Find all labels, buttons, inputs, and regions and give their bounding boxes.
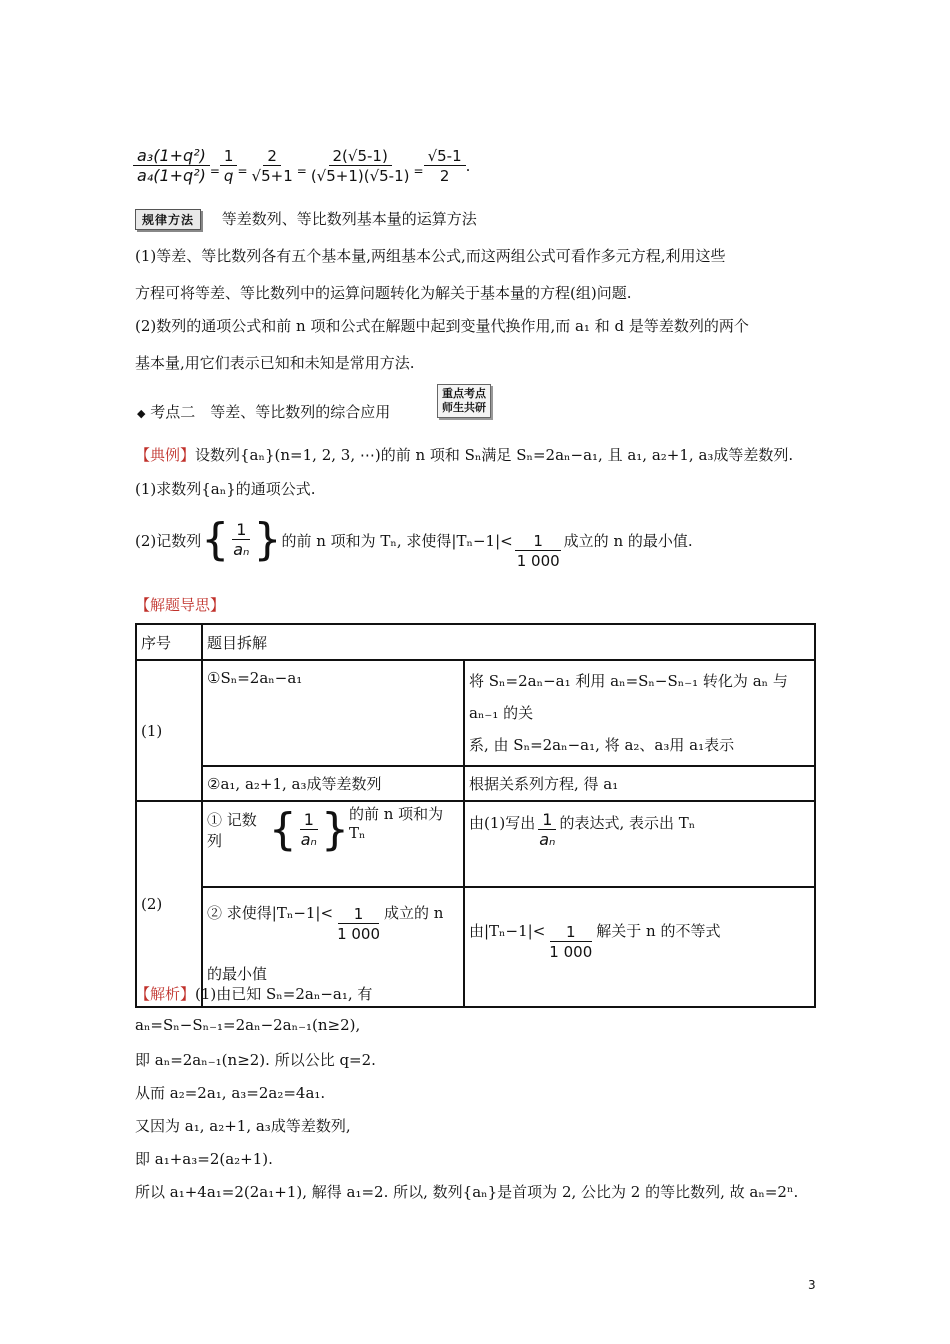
formula-frac-3: $\frac{2(√5-1)}{(√5+1)(√5-1)}$ (310, 146, 410, 185)
solution-l6: 即 a₁+a₃=2(a₂+1). (135, 1150, 273, 1168)
solution-l2: aₙ=Sₙ−Sₙ₋₁=2aₙ−2aₙ₋₁(n≥2), (135, 1016, 361, 1034)
example-q2-frac: $\frac{1}{\text{aₙ}}$ (233, 519, 250, 559)
row2b-left: ② 求使得|Tₙ−1|< $\frac{1}{1 000}$ 成立的 n 的最小值 (202, 887, 464, 1007)
solution-l4: 从而 a₂=2a₁, a₃=2a₂=4a₁. (135, 1084, 326, 1102)
example-stem: 【典例】设数列{aₙ}(n=1, 2, 3, ⋯)的前 n 项和 Sₙ满足 Sₙ=2aₙ−a₁, 且 a₁, a₂+1, a₃成等差数列. (135, 446, 794, 464)
guide-table (135, 623, 816, 1008)
example-q2: (2)记数列 { $\frac{1}{\text{aₙ}}$ } 的前 n 项和为 Tₙ, 求使得|Tₙ−1|< $\frac{1}{1 000}$ 成立的 n 的最小值. (135, 514, 693, 570)
formula-frac-1: $\frac{1}{q}$ (220, 148, 238, 185)
formula-lhs: $\frac{\text{a₃(1+q²)}}{\text{a₄(1+q²)}}$ (133, 148, 210, 185)
solution-l3: 即 aₙ=2aₙ₋₁(n≥2). 所以公比 q=2. (135, 1051, 376, 1069)
solution-tag: 【解析】 (135, 985, 196, 1003)
row2a-right: 由(1)写出 $\frac{1}{\text{aₙ}}$ 的表达式, 表示出 Tₙ (464, 801, 815, 887)
example-q2-bound: $\frac{1}{1 000}$ (516, 531, 560, 570)
header-item: 题目拆解 (202, 624, 815, 660)
row1a-left: ①Sₙ=2aₙ−a₁ (202, 660, 464, 766)
method-p1-line1: (1)等差、等比数列各有五个基本量,两组基本公式,而这两组公式可看作多元方程,利用这些 (135, 247, 726, 265)
section-badge: 重点考点 师生共研 (437, 384, 491, 418)
method-p2-line1: (2)数列的通项公式和前 n 项和公式在解题中起到变量代换作用,而 a₁ 和 d 是等差数列的两个 (135, 317, 749, 335)
row2-no: (2) (136, 801, 202, 1007)
row2b-right: 由|Tₙ−1|< $\frac{1}{1 000}$ 解关于 n 的不等式 (464, 887, 815, 1007)
row1b-right: 根据关系列方程, 得 a₁ (464, 766, 815, 801)
method-title: 等差数列、等比数列基本量的运算方法 (221, 210, 477, 228)
example-tag: 【典例】 (135, 446, 196, 464)
table-row (136, 624, 815, 660)
row1-no: (1) (136, 660, 202, 801)
section-heading (137, 401, 390, 422)
solution-l1: 【解析】(1)由已知 Sₙ=2aₙ−a₁, 有 (135, 985, 373, 1003)
example-q1: (1)求数列{aₙ}的通项公式. (135, 480, 316, 498)
top-formula: $\frac{\text{a₃(1+q²)}}{\text{a₄(1+q²)}}$ = $\frac{1}{q}$ = $\frac{2}{√5+1}$ = $\frac{2(√5-1)}{(√5+1)(√5-1)}$ = $\frac{√5-1}{2}$ . (133, 138, 470, 194)
header-no: 序号 (136, 624, 202, 660)
method-heading (135, 208, 477, 230)
formula-frac-2: $\frac{2}{√5+1}$ (251, 146, 293, 185)
table-row (136, 660, 815, 766)
row1b-left: ②a₁, a₂+1, a₃成等差数列 (202, 766, 464, 801)
table-row (136, 801, 815, 887)
method-p2-line2: 基本量,用它们表示已知和未知是常用方法. (135, 354, 415, 372)
section-title: 考点二 等差、等比数列的综合应用 (150, 403, 391, 421)
solution-l7: 所以 a₁+4a₁=2(2a₁+1), 解得 a₁=2. 所以, 数列{aₙ}是首项为 2, 公比为 2 的等比数列, 故 aₙ=2ⁿ. (135, 1183, 799, 1201)
method-p1-line2: 方程可将等差、等比数列中的运算问题转化为解关于基本量的方程(组)问题. (135, 284, 632, 302)
method-badge: 规律方法 (135, 209, 201, 230)
row2a-left: ① 记数列 { $\frac{1}{\text{aₙ}}$ } 的前 n 项和为 Tₙ (202, 801, 464, 887)
row1a-right: 将 Sₙ=2aₙ−a₁ 利用 aₙ=Sₙ−Sₙ₋₁ 转化为 aₙ 与 aₙ₋₁ 的关 系, 由 Sₙ=2aₙ−a₁, 将 a₂、a₃用 a₁表示 (464, 660, 815, 766)
solution-l5: 又因为 a₁, a₂+1, a₃成等差数列, (135, 1117, 351, 1135)
page-number: 3 (808, 1278, 816, 1292)
formula-frac-4: $\frac{√5-1}{2}$ (424, 148, 466, 185)
diamond-icon: ◆ (137, 407, 146, 420)
table-row (136, 766, 815, 801)
guide-tag: 【解题导思】 (135, 596, 226, 614)
